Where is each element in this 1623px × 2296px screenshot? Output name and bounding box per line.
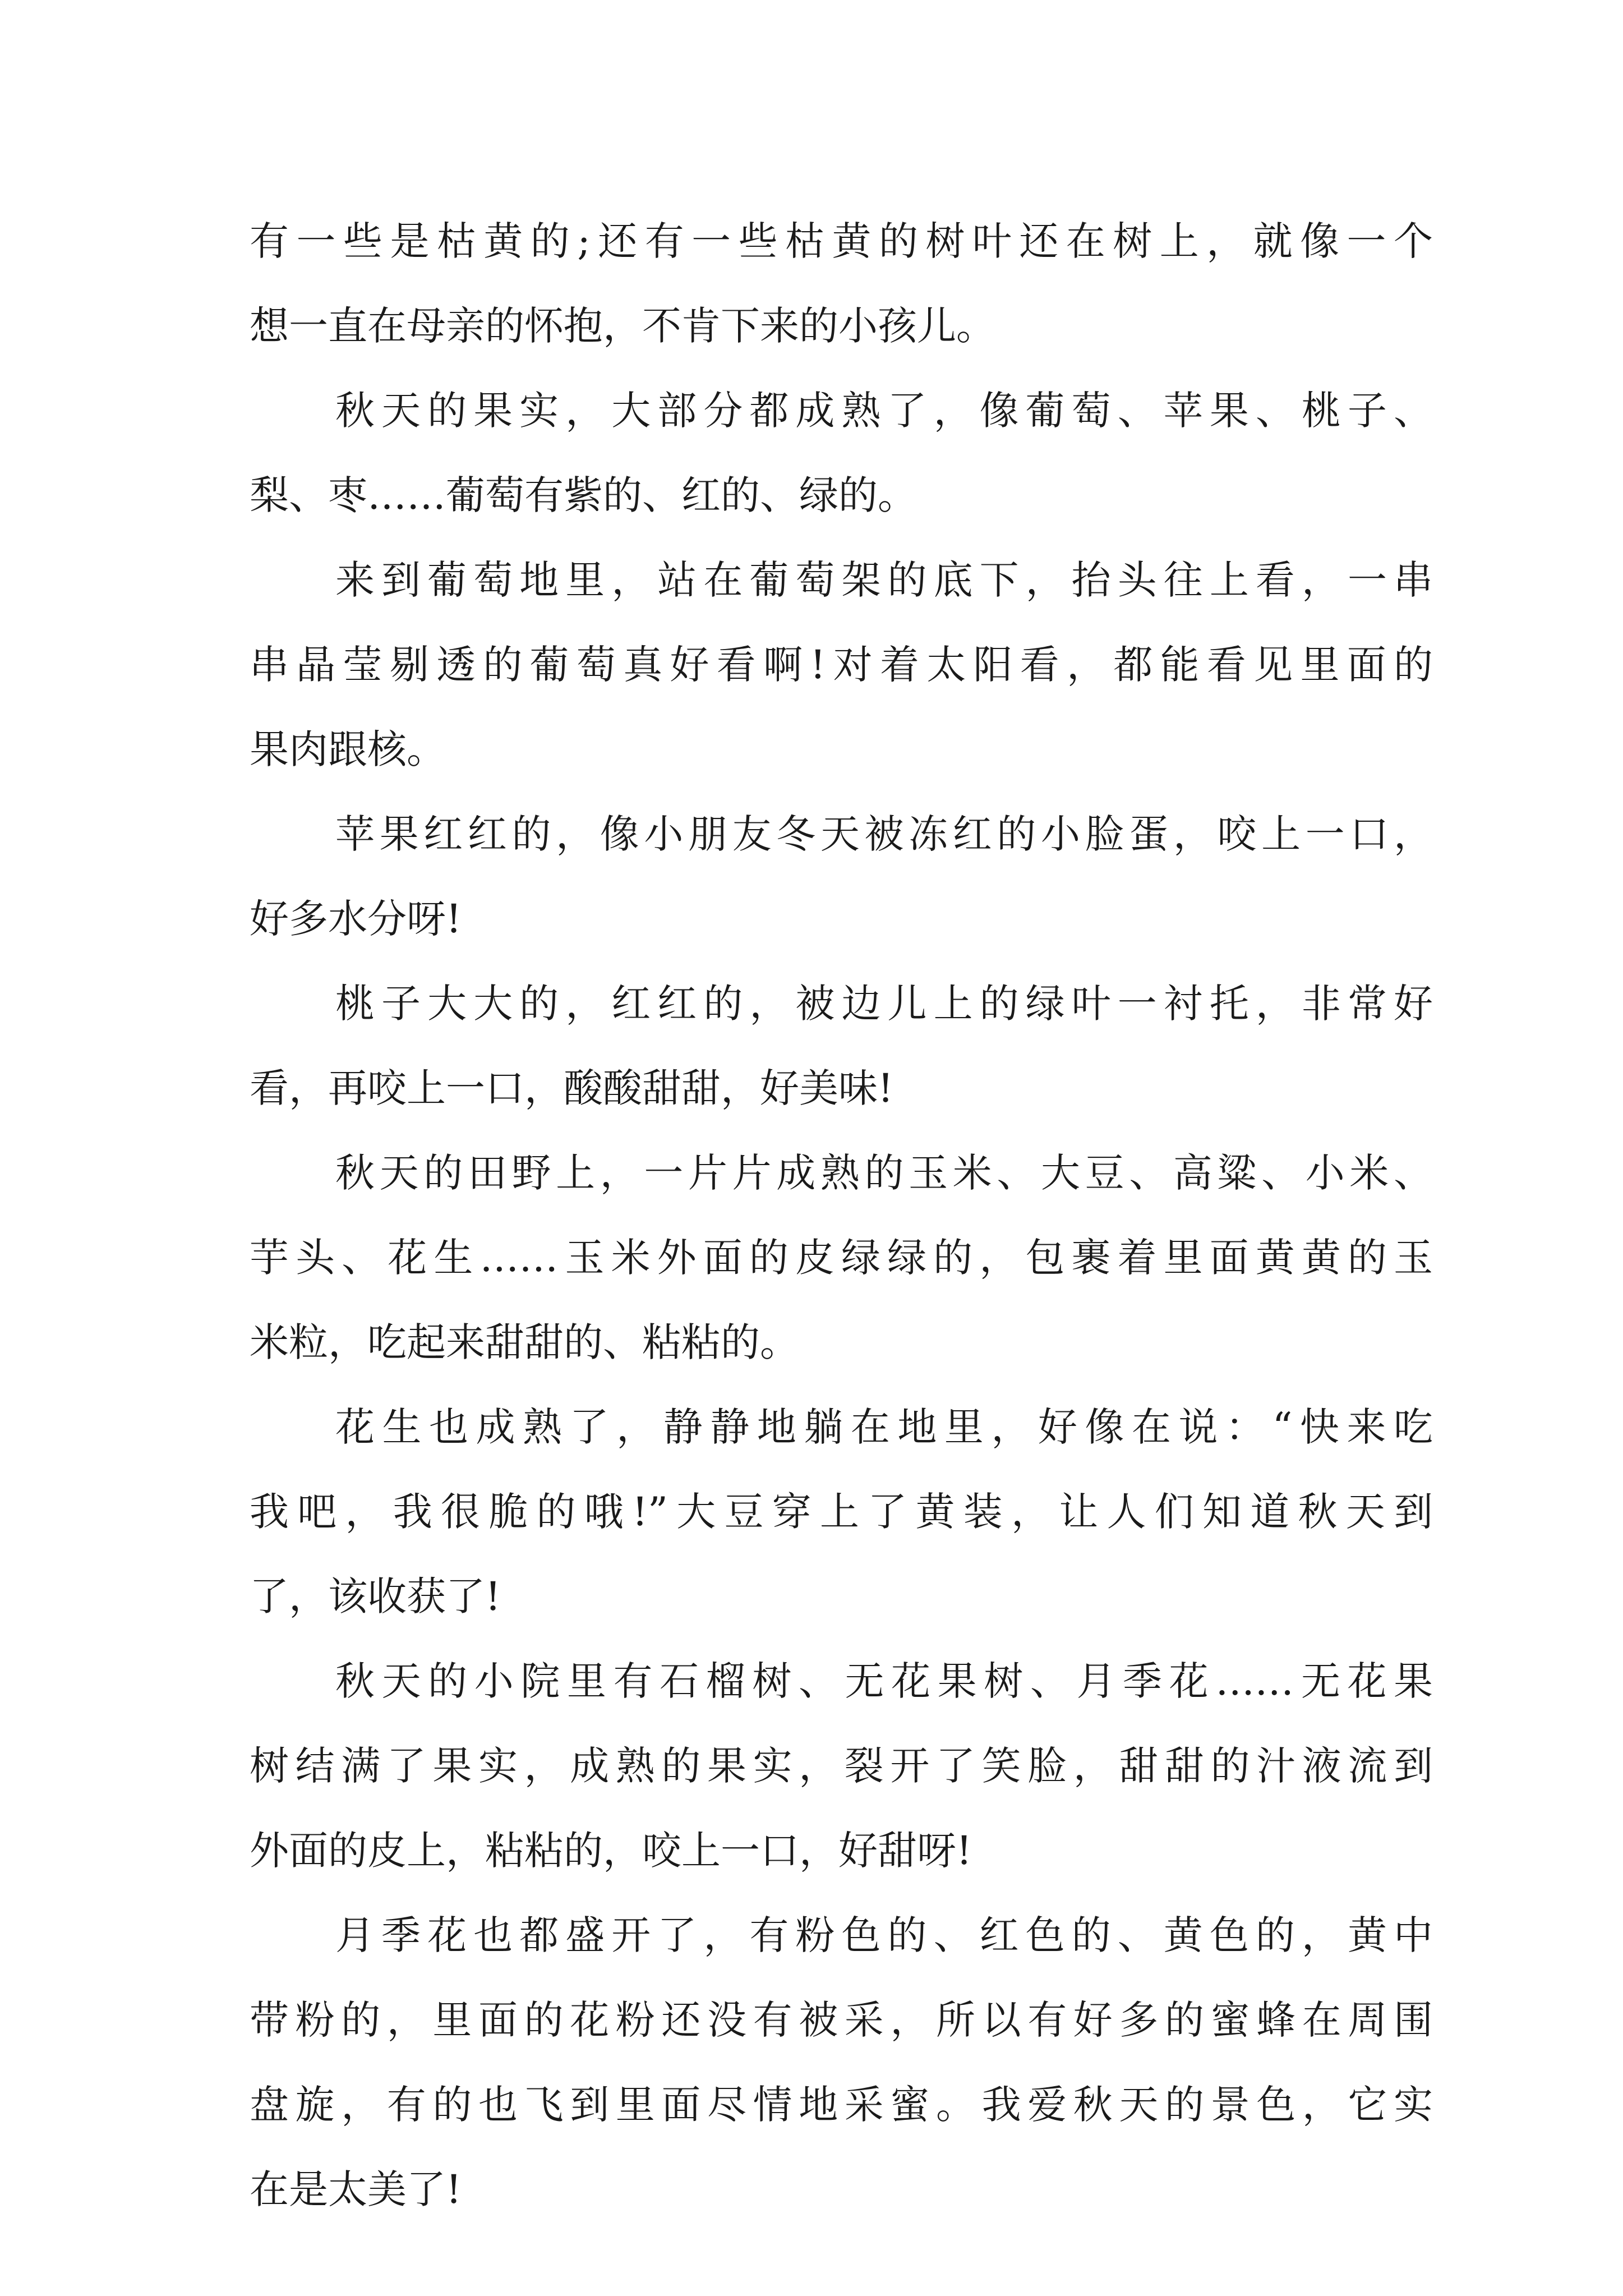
text-line: 苹果红红的，像小朋友冬天被冻红的小脸蛋，咬上一口， xyxy=(335,811,1433,857)
text-line: 在是太美了! xyxy=(250,2166,462,2212)
text-line: 花生也成熟了，静静地躺在地里，好像在说：“快来吃 xyxy=(335,1404,1433,1450)
text-line: 桃子大大的，红红的，被边儿上的绿叶一衬托，非常好 xyxy=(335,981,1433,1027)
text-line: 秋天的小院里有石榴树、无花果树、月季花……无花果 xyxy=(335,1658,1433,1704)
text-line: 芋头、花生……玉米外面的皮绿绿的，包裹着里面黄黄的玉 xyxy=(250,1235,1433,1281)
text-line: 秋天的果实，大部分都成熟了，像葡萄、苹果、桃子、 xyxy=(335,388,1433,434)
text-line: 我吧，我很脆的哦!”大豆穿上了黄装，让人们知道秋天到 xyxy=(250,1489,1433,1535)
text-line: 带粉的，里面的花粉还没有被采，所以有好多的蜜蜂在周围 xyxy=(250,1997,1433,2043)
text-line: 外面的皮上，粘粘的，咬上一口，好甜呀! xyxy=(250,1828,972,1874)
text-line: 米粒，吃起来甜甜的、粘粘的。 xyxy=(250,1319,799,1365)
text-line: 盘旋，有的也飞到里面尽情地采蜜。我爱秋天的景色，它实 xyxy=(250,2082,1433,2128)
text-line: 秋天的田野上，一片片成熟的玉米、大豆、高粱、小米、 xyxy=(335,1150,1433,1196)
text-line: 月季花也都盛开了，有粉色的、红色的、黄色的，黄中 xyxy=(335,1912,1433,1958)
text-line: 想一直在母亲的怀抱，不肯下来的小孩儿。 xyxy=(250,303,995,349)
text-line: 来到葡萄地里，站在葡萄架的底下，抬头往上看，一串 xyxy=(335,557,1433,603)
text-line: 好多水分呀! xyxy=(250,896,462,942)
text-line: 看，再咬上一口，酸酸甜甜，好美味! xyxy=(250,1065,894,1111)
text-line: 树结满了果实，成熟的果实，裂开了笑脸，甜甜的汁液流到 xyxy=(250,1743,1433,1789)
text-line: 梨、枣……葡萄有紫的、红的、绿的。 xyxy=(250,472,917,518)
text-line: 果肉跟核。 xyxy=(250,726,446,772)
text-line: 串晶莹剔透的葡萄真好看啊!对着太阳看，都能看见里面的 xyxy=(250,642,1433,688)
text-line: 了，该收获了! xyxy=(250,1573,501,1619)
text-line: 有一些是枯黄的;还有一些枯黄的树叶还在树上，就像一个 xyxy=(250,218,1433,264)
